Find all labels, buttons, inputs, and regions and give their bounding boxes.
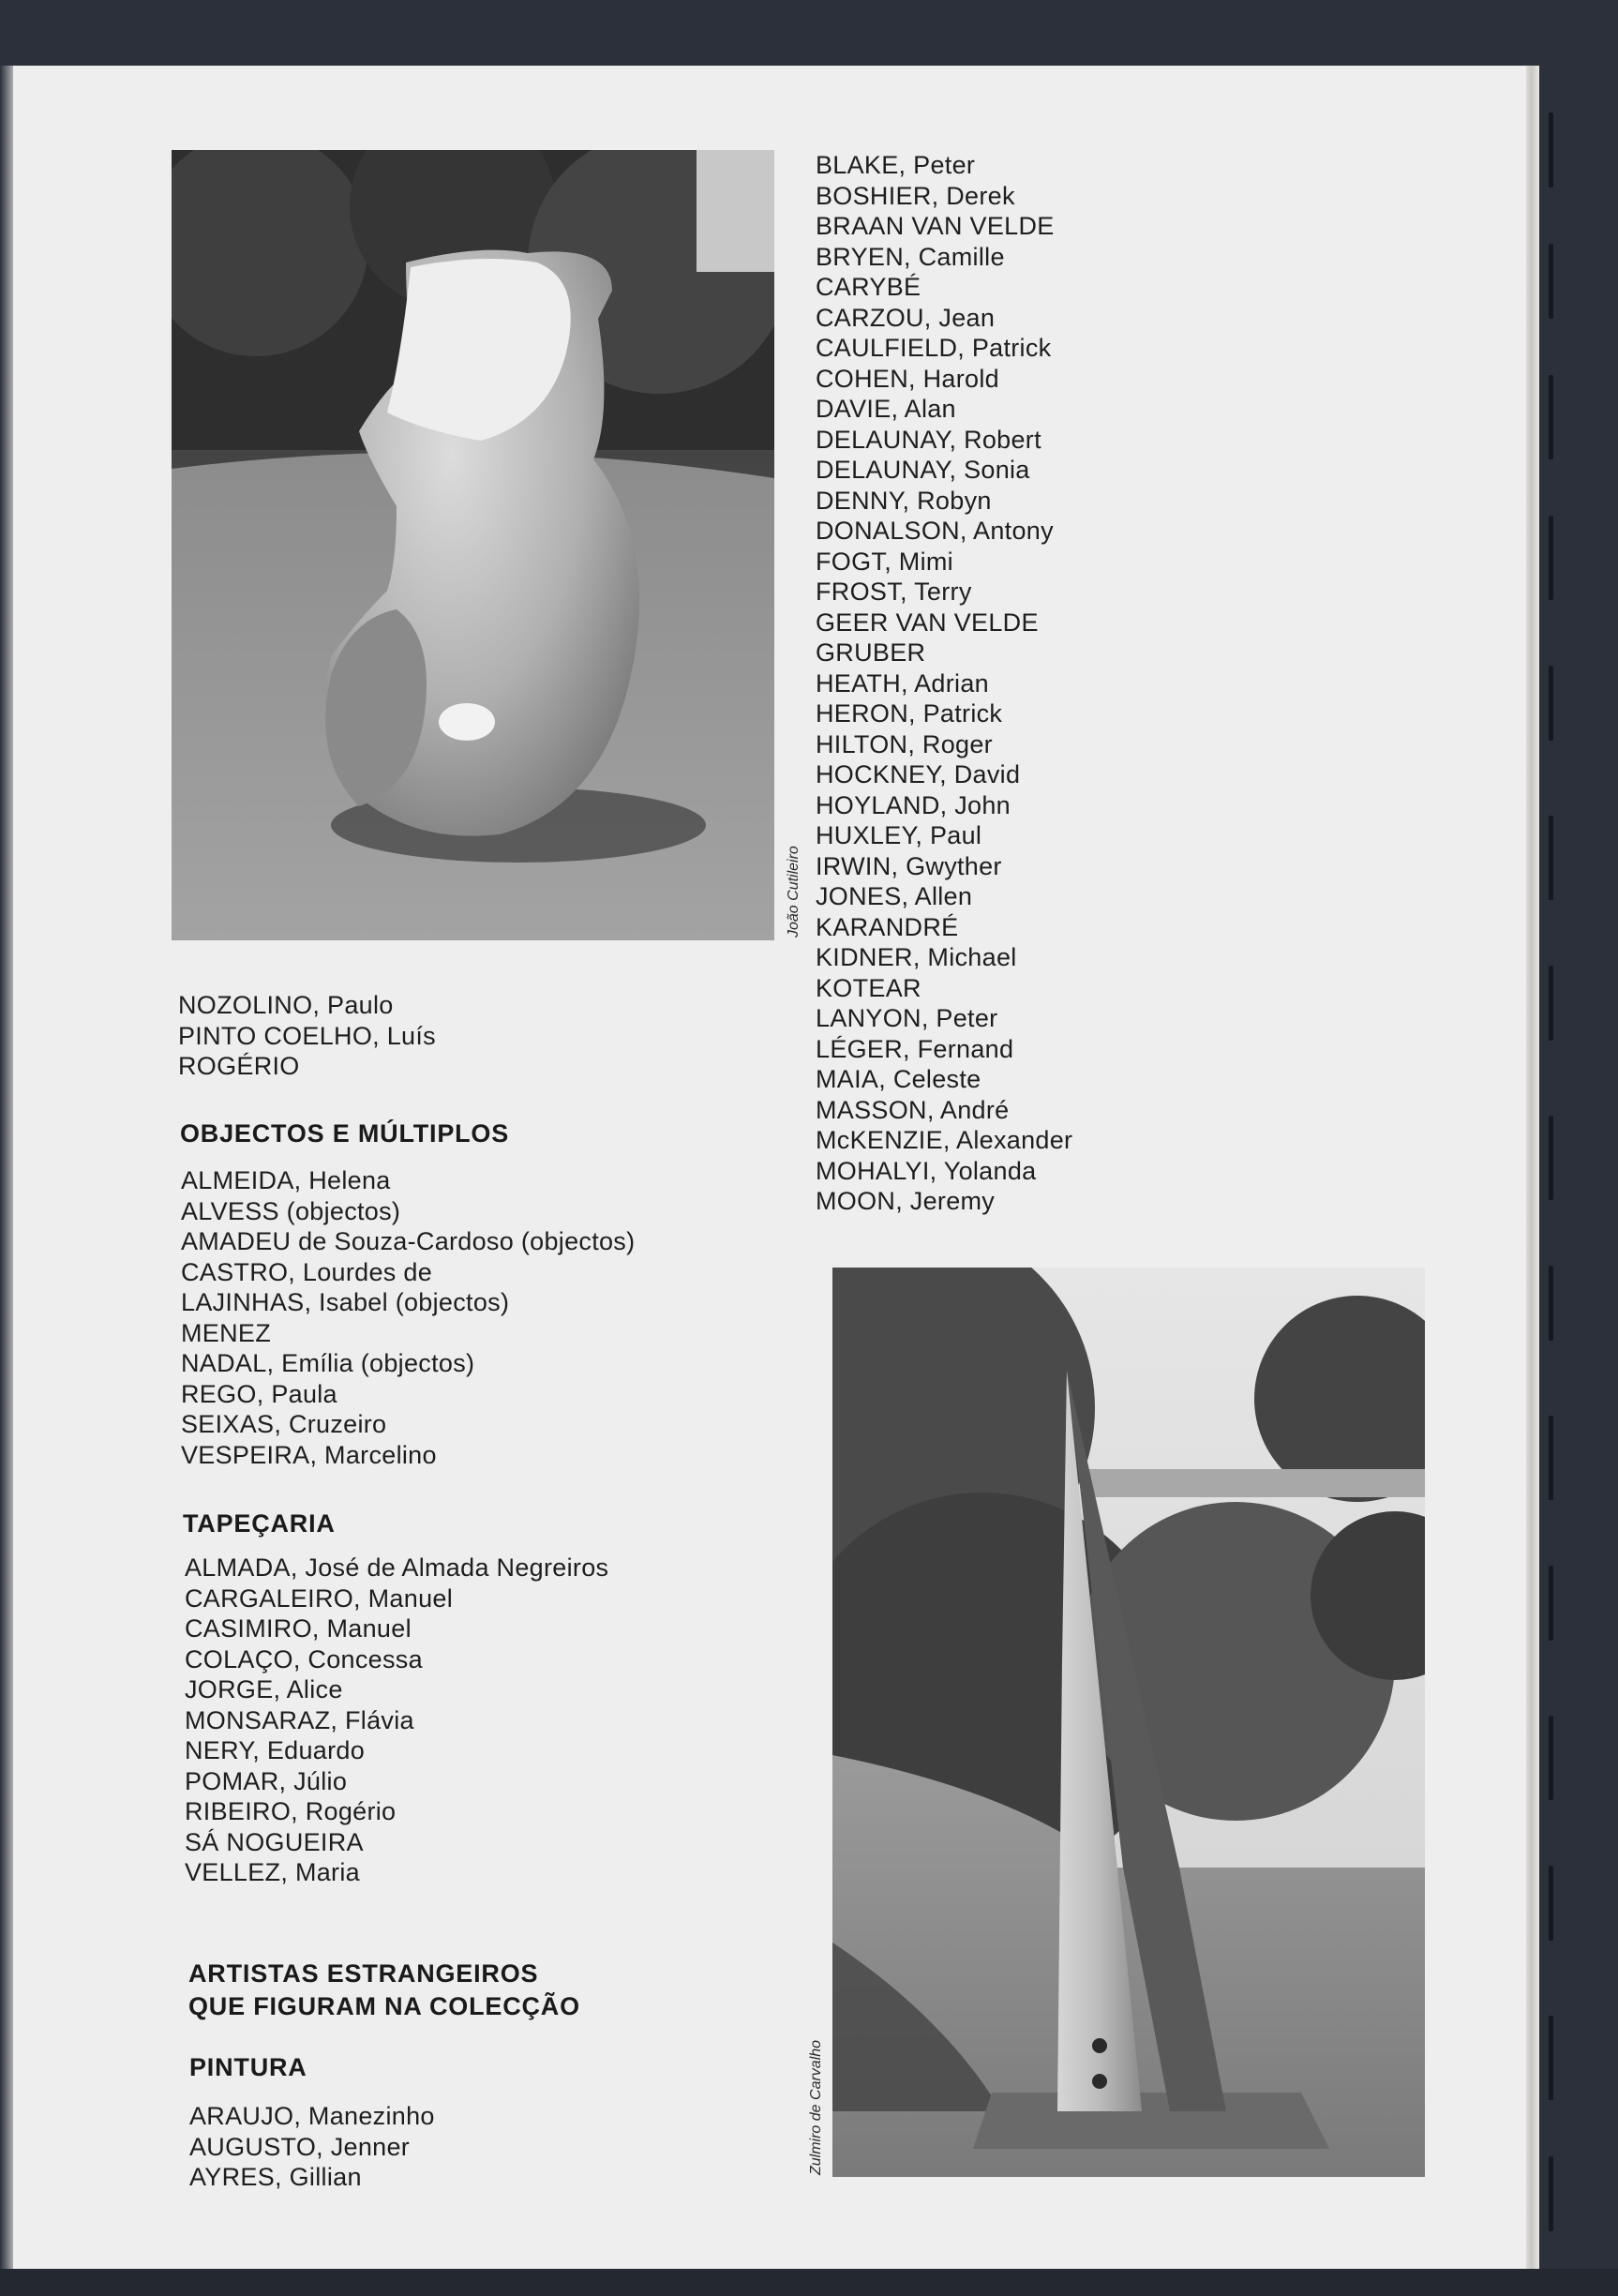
sculpture-photo-cutileiro bbox=[172, 150, 774, 940]
artist-name: KOTEAR bbox=[816, 973, 921, 1002]
artist-name: HUXLEY, Paul bbox=[816, 821, 982, 849]
index-tab bbox=[1549, 1566, 1553, 1641]
page-edge bbox=[1526, 66, 1539, 2269]
index-tab bbox=[1549, 113, 1553, 188]
artist-name: HILTON, Roger bbox=[816, 729, 993, 758]
section-heading-foreign-artists bbox=[188, 1958, 580, 2023]
torso-sculpture-image bbox=[172, 150, 774, 940]
artist-name: CARYBÉ bbox=[816, 273, 921, 301]
artist-name: MOHALYI, Yolanda bbox=[816, 1156, 1037, 1185]
artist-name: MOON, Jeremy bbox=[816, 1187, 996, 1215]
artist-name: BOSHIER, Derek bbox=[816, 181, 1015, 210]
artist-name: DELAUNAY, Robert bbox=[816, 425, 1041, 454]
index-tab bbox=[1549, 666, 1553, 741]
artist-name: HERON, Patrick bbox=[816, 699, 1003, 728]
artist-name: ALVESS (objectos) bbox=[181, 1196, 401, 1225]
artist-name: COLAÇO, Concessa bbox=[185, 1644, 423, 1673]
index-tab bbox=[1549, 1866, 1553, 1941]
artist-name: JORGE, Alice bbox=[185, 1675, 343, 1703]
artist-name: DENNY, Robyn bbox=[816, 486, 992, 515]
objectos-name-list bbox=[181, 1165, 635, 1470]
index-tab bbox=[1549, 2156, 1553, 2231]
artist-name: MAIA, Celeste bbox=[816, 1065, 981, 1093]
artist-name: NADAL, Emília (objectos) bbox=[181, 1349, 475, 1377]
artist-name: CASIMIRO, Manuel bbox=[185, 1614, 412, 1643]
artist-name: HOCKNEY, David bbox=[816, 760, 1021, 788]
foreign-painters-list bbox=[816, 150, 1072, 1217]
artist-name: ALMEIDA, Helena bbox=[181, 1166, 391, 1194]
artist-name: FOGT, Mimi bbox=[816, 547, 953, 576]
artist-name: BRAAN VAN VELDE bbox=[816, 212, 1055, 240]
artist-name: KARANDRÉ bbox=[816, 912, 959, 941]
artist-name: SEIXAS, Cruzeiro bbox=[181, 1410, 387, 1438]
artist-name: KIDNER, Michael bbox=[816, 943, 1017, 971]
index-tab bbox=[1549, 244, 1553, 319]
artist-name: MENEZ bbox=[181, 1318, 271, 1347]
artist-name: REGO, Paula bbox=[181, 1379, 337, 1408]
artist-name: DELAUNAY, Sonia bbox=[816, 456, 1030, 484]
artist-name: McKENZIE, Alexander bbox=[816, 1126, 1073, 1154]
photo-credit-bottom: Zulmiro de Carvalho bbox=[808, 2039, 824, 2175]
artist-name: GEER VAN VELDE bbox=[816, 608, 1039, 637]
artist-name: IRWIN, Gwyther bbox=[816, 851, 1002, 880]
artist-name: HOYLAND, John bbox=[816, 790, 1011, 819]
artist-name: PINTO COELHO, Luís bbox=[178, 1021, 436, 1050]
artist-name: NOZOLINO, Paulo bbox=[178, 991, 394, 1019]
sculpture-photo-carvalho bbox=[832, 1268, 1425, 2177]
artist-name: VELLEZ, Maria bbox=[185, 1858, 360, 1886]
section-heading-pintura: PINTURA bbox=[189, 2053, 307, 2081]
artist-name: CARZOU, Jean bbox=[816, 303, 996, 332]
artist-name: BLAKE, Peter bbox=[816, 151, 976, 179]
artist-name: LANYON, Peter bbox=[816, 1004, 998, 1032]
artist-name: JONES, Allen bbox=[816, 882, 973, 910]
pintura-name-list bbox=[189, 2101, 435, 2193]
index-tab bbox=[1549, 1416, 1553, 1500]
artist-name: DAVIE, Alan bbox=[816, 395, 956, 423]
artist-name: COHEN, Harold bbox=[816, 364, 999, 393]
section-heading-tapecaria: TAPEÇARIA bbox=[183, 1509, 336, 1538]
index-tab bbox=[1549, 375, 1553, 459]
artist-name: SÁ NOGUEIRA bbox=[185, 1827, 364, 1856]
artist-name: VESPEIRA, Marcelino bbox=[181, 1440, 437, 1469]
heading-line: QUE FIGURAM NA COLECÇÃO bbox=[188, 1992, 580, 2020]
index-tab bbox=[1549, 966, 1553, 1041]
artist-name: DONALSON, Antony bbox=[816, 517, 1054, 545]
artist-name: BRYEN, Camille bbox=[816, 242, 1005, 271]
artist-name: GRUBER bbox=[816, 638, 926, 667]
spire-sculpture-image bbox=[832, 1268, 1425, 2177]
artist-name: AMADEU de Souza-Cardoso (objectos) bbox=[181, 1227, 636, 1255]
artist-name: FROST, Terry bbox=[816, 578, 972, 606]
index-tab bbox=[1549, 1116, 1553, 1200]
intro-name-list bbox=[178, 990, 436, 1082]
index-tab bbox=[1549, 1716, 1553, 1800]
artist-name: CAULFIELD, Patrick bbox=[816, 334, 1052, 362]
tapecaria-name-list bbox=[185, 1553, 608, 1888]
artist-name: RIBEIRO, Rogério bbox=[185, 1797, 397, 1825]
index-tab bbox=[1549, 1266, 1553, 1341]
heading-line: ARTISTAS ESTRANGEIROS bbox=[188, 1959, 539, 1988]
artist-name: ALMADA, José de Almada Negreiros bbox=[185, 1553, 609, 1582]
artist-name: ARAUJO, Manezinho bbox=[189, 2102, 435, 2130]
artist-name: CARGALEIRO, Manuel bbox=[185, 1583, 453, 1613]
artist-name: CASTRO, Lourdes de bbox=[181, 1257, 433, 1286]
index-tabs bbox=[1549, 103, 1554, 2259]
index-tab bbox=[1549, 516, 1553, 600]
section-heading-objectos: OBJECTOS E MÚLTIPLOS bbox=[180, 1119, 510, 1148]
artist-name: NERY, Eduardo bbox=[185, 1736, 366, 1764]
photo-credit-top: João Cutileiro bbox=[786, 846, 802, 938]
scan-bottom-border bbox=[0, 2269, 1618, 2296]
artist-name: AUGUSTO, Jenner bbox=[189, 2132, 411, 2161]
artist-name: LÉGER, Fernand bbox=[816, 1034, 1014, 1063]
artist-name: MASSON, André bbox=[816, 1095, 1010, 1124]
artist-name: MONSARAZ, Flávia bbox=[185, 1705, 414, 1734]
index-tab bbox=[1549, 816, 1553, 900]
artist-name: AYRES, Gillian bbox=[189, 2163, 362, 2191]
artist-name: ROGÉRIO bbox=[178, 1052, 300, 1080]
artist-name: HEATH, Adrian bbox=[816, 668, 989, 698]
artist-name: POMAR, Júlio bbox=[185, 1766, 348, 1795]
index-tab bbox=[1549, 2016, 1553, 2100]
artist-name: LAJINHAS, Isabel (objectos) bbox=[181, 1288, 510, 1316]
